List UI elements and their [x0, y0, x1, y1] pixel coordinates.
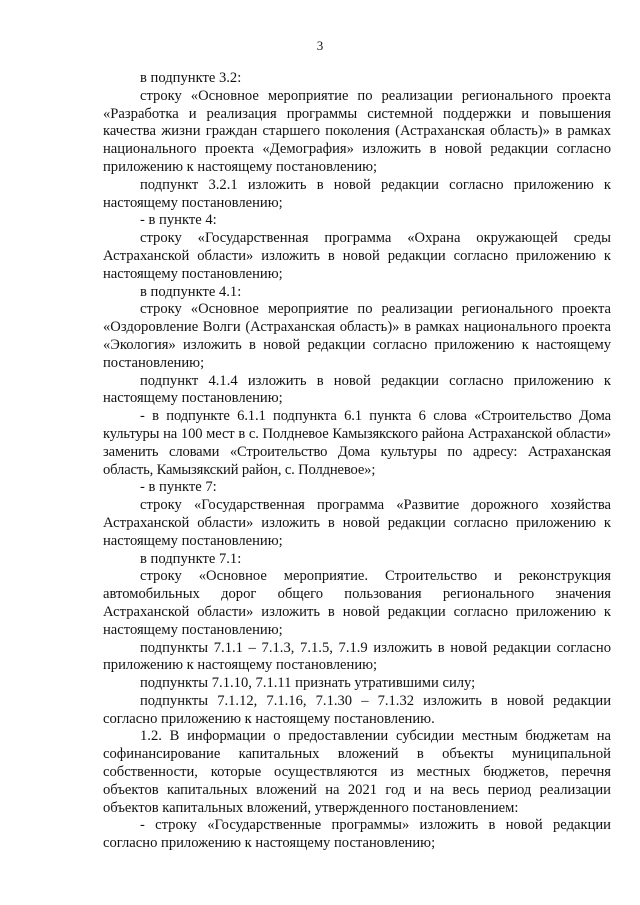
paragraph: подпункты 7.1.12, 7.1.16, 7.1.30 – 7.1.32 изложить в новой редакции согласно приложению к настоящему постановлению.: [103, 692, 611, 727]
paragraph: подпункты 7.1.1 – 7.1.3, 7.1.5, 7.1.9 изложить в новой редакции согласно приложению к настоящему постановлению;: [103, 639, 611, 674]
paragraph: - в пункте 7:: [140, 479, 217, 496]
paragraph: - в подпункте 6.1.1 подпункта 6.1 пункта 6 слова «Строительство Дома культуры на 100 мест в с. Полдневое Камызякского района Астраханской области» заменить словами «Строительство Дома культуры по адресу: Астраханская область, Камызякский район, с. Полдневое»;: [103, 408, 611, 478]
document-body: [103, 70, 611, 853]
paragraph: строку «Основное мероприятие по реализации регионального проекта «Оздоровление Волги (Астраханская область)» в рамках национального проекта «Экология» изложить в новой редакции согласно приложению к настоящему постановлению;: [103, 301, 611, 371]
paragraph: строку «Основное мероприятие по реализации регионального проекта «Разработка и реализация программы системной поддержки и повышения качества жизни граждан старшего поколения (Астраханская область)» в рамках национального проекта «Демография» изложить в новой редакции согласно приложению к настоящему постановлению;: [103, 87, 611, 175]
paragraph: в подпункте 4.1:: [140, 283, 242, 300]
paragraph: в подпункте 3.2:: [140, 70, 242, 86]
paragraph: подпункт 4.1.4 изложить в новой редакции согласно приложению к настоящему постановлению;: [103, 372, 611, 407]
page-number: 3: [316, 38, 324, 53]
paragraph: - строку «Государственные программы» изложить в новой редакции согласно приложению к настоящему постановлению;: [103, 817, 611, 852]
paragraph: подпункты 7.1.10, 7.1.11 признать утратившими силу;: [140, 675, 476, 692]
paragraph: - в пункте 4:: [140, 212, 217, 229]
paragraph: подпункт 3.2.1 изложить в новой редакции согласно приложению к настоящему постановлению;: [103, 176, 611, 211]
paragraph: строку «Государственная программа «Развитие дорожного хозяйства Астраханской области» изложить в новой редакции согласно приложению к настоящему постановлению;: [103, 497, 611, 549]
paragraph: строку «Основное мероприятие. Строительство и реконструкция автомобильных дорог общего пользования регионального значения Астраханской области» изложить в новой редакции согласно приложению к настоящему постановлению;: [103, 568, 611, 638]
paragraph: в подпункте 7.1:: [140, 550, 242, 567]
paragraph: 1.2. В информации о предоставлении субсидии местным бюджетам на софинансирование капитальных вложений в объекты муниципальной собственности, которые осуществляются из местных бюджетов, перечня объектов капитальных вложений на 2021 год и на весь период реализации объектов капитальных вложений, утвержденного постановлением:: [103, 728, 611, 816]
paragraph: строку «Государственная программа «Охрана окружающей среды Астраханской области» изложить в новой редакции согласно приложению к настоящему постановлению;: [103, 230, 611, 282]
